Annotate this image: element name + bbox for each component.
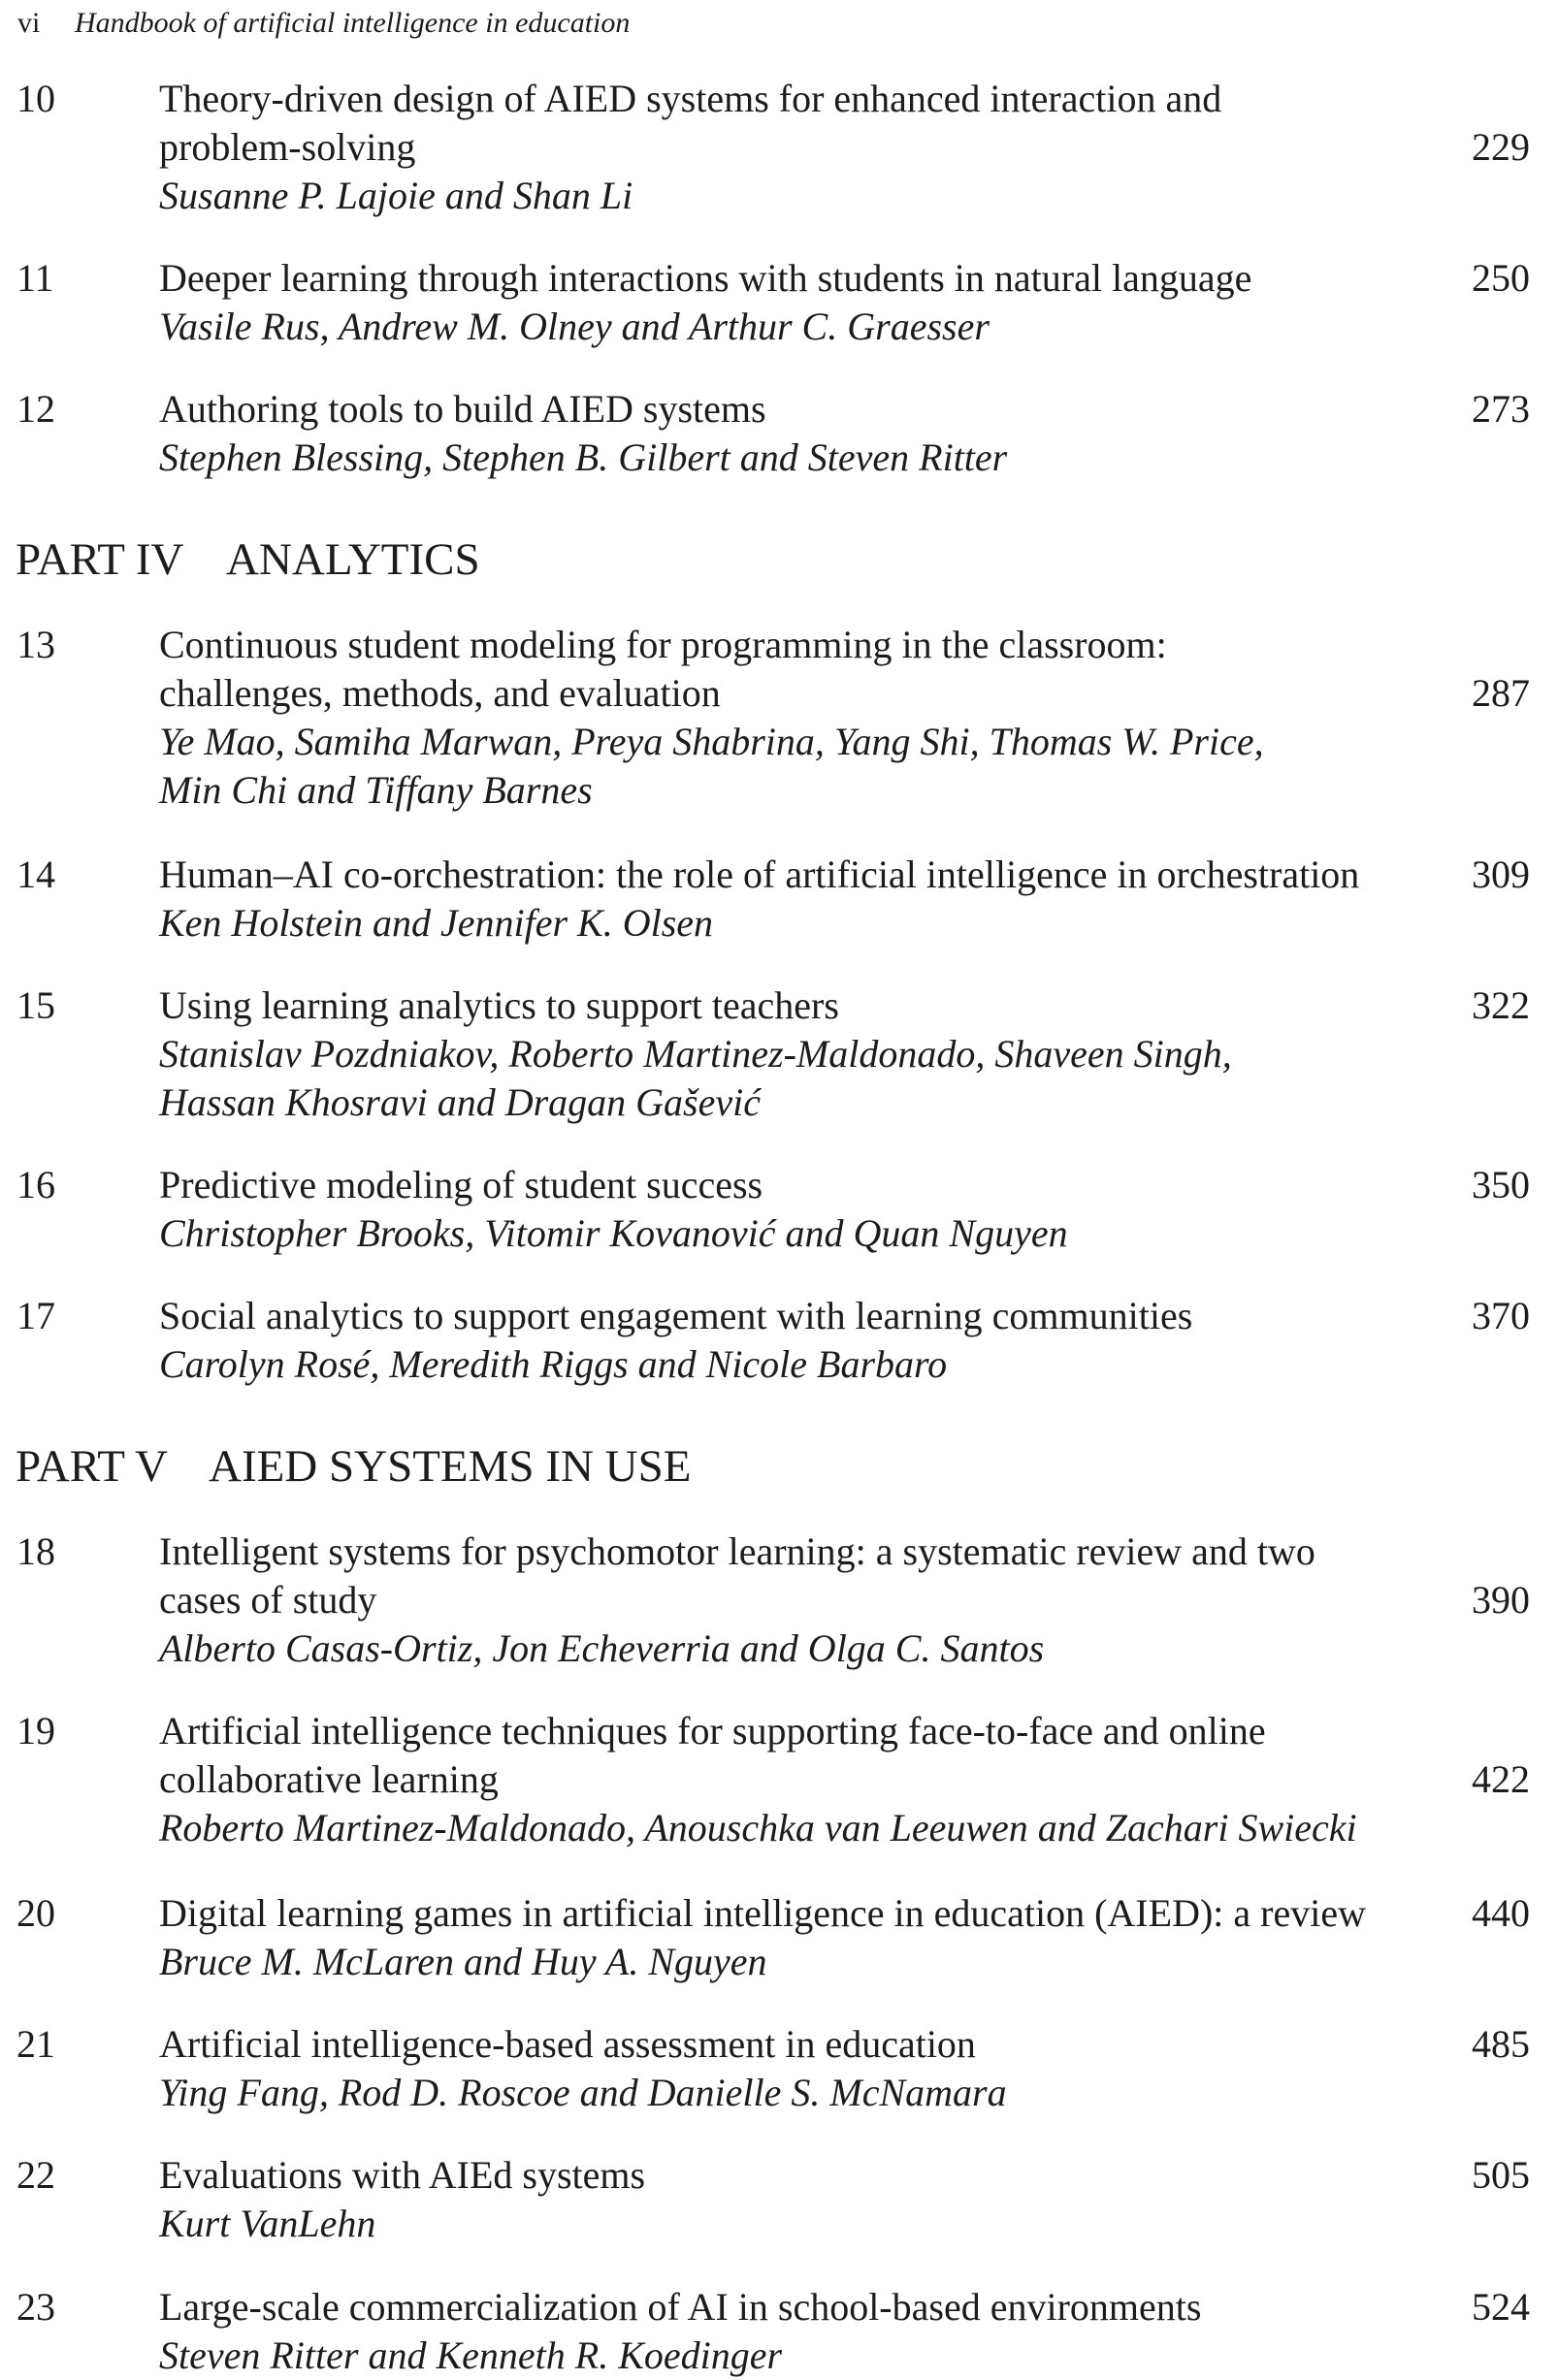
part-heading-v: [16, 1439, 691, 1494]
chapter-number: 23: [16, 2285, 55, 2329]
chapter-page-number[interactable]: 505: [1472, 2153, 1530, 2197]
chapter-page-number[interactable]: 524: [1472, 2285, 1530, 2329]
chapter-authors: Hassan Khosravi and Dragan Gašević: [159, 1080, 761, 1124]
chapter-title[interactable]: collaborative learning: [159, 1757, 499, 1801]
chapter-page-number[interactable]: 390: [1472, 1578, 1530, 1622]
chapter-title[interactable]: Human–AI co-orchestration: the role of artificial intelligence in orchestration: [159, 852, 1360, 896]
chapter-number: 19: [16, 1709, 55, 1753]
chapter-authors: Christopher Brooks, Vitomir Kovanović and Quan Nguyen: [159, 1211, 1068, 1255]
chapter-number: 20: [16, 1891, 55, 1935]
chapter-authors: Stephen Blessing, Stephen B. Gilbert and Steven Ritter: [159, 435, 1008, 479]
chapter-page-number[interactable]: 309: [1472, 852, 1530, 896]
chapter-authors: Ye Mao, Samiha Marwan, Preya Shabrina, Yang Shi, Thomas W. Price,: [159, 720, 1264, 763]
part-label: PART IV: [16, 534, 184, 585]
chapter-number: 15: [16, 983, 55, 1027]
chapter-page-number[interactable]: 273: [1472, 387, 1530, 431]
book-title: Handbook of artificial intelligence in education: [75, 7, 631, 39]
chapter-authors: Susanne P. Lajoie and Shan Li: [159, 174, 633, 217]
chapter-title[interactable]: Digital learning games in artificial intelligence in education (AIED): a review: [159, 1891, 1366, 1935]
chapter-authors: Min Chi and Tiffany Barnes: [159, 768, 593, 812]
chapter-number: 18: [16, 1529, 55, 1573]
chapter-number: 12: [16, 387, 55, 431]
chapter-number: 10: [16, 77, 55, 120]
running-head: [17, 6, 630, 41]
chapter-number: 13: [16, 623, 55, 666]
page-folio: vi: [17, 7, 41, 39]
chapter-number: 22: [16, 2153, 55, 2197]
chapter-title[interactable]: Artificial intelligence techniques for supporting face-to-face and online: [159, 1709, 1266, 1753]
chapter-title[interactable]: Authoring tools to build AIED systems: [159, 387, 766, 431]
chapter-authors: Roberto Martinez-Maldonado, Anouschka van Leeuwen and Zachari Swiecki: [159, 1806, 1357, 1849]
chapter-authors: Carolyn Rosé, Meredith Riggs and Nicole Barbaro: [159, 1342, 948, 1386]
chapter-title[interactable]: Artificial intelligence-based assessment in education: [159, 2022, 976, 2066]
chapter-number: 17: [16, 1294, 55, 1337]
chapter-title[interactable]: cases of study: [159, 1578, 377, 1622]
chapter-title[interactable]: Theory-driven design of AIED systems for enhanced interaction and: [159, 77, 1222, 120]
chapter-page-number[interactable]: 350: [1472, 1163, 1530, 1206]
chapter-number: 11: [16, 256, 54, 300]
part-title: ANALYTICS: [226, 534, 480, 585]
chapter-number: 21: [16, 2022, 55, 2066]
part-label: PART V: [16, 1441, 168, 1492]
chapter-title[interactable]: problem-solving: [159, 125, 416, 169]
chapter-page-number[interactable]: 287: [1472, 671, 1530, 715]
chapter-authors: Ying Fang, Rod D. Roscoe and Danielle S. McNamara: [159, 2071, 1007, 2114]
chapter-title[interactable]: challenges, methods, and evaluation: [159, 671, 721, 715]
chapter-number: 14: [16, 852, 55, 896]
chapter-page-number[interactable]: 485: [1472, 2022, 1530, 2066]
chapter-page-number[interactable]: 250: [1472, 256, 1530, 300]
chapter-title[interactable]: Intelligent systems for psychomotor learning: a systematic review and two: [159, 1529, 1315, 1573]
chapter-page-number[interactable]: 322: [1472, 983, 1530, 1027]
chapter-page-number[interactable]: 229: [1472, 125, 1530, 169]
chapter-title[interactable]: Using learning analytics to support teachers: [159, 983, 839, 1027]
chapter-authors: Kurt VanLehn: [159, 2202, 376, 2245]
chapter-authors: Vasile Rus, Andrew M. Olney and Arthur C. Graesser: [159, 305, 990, 348]
chapter-page-number[interactable]: 370: [1472, 1294, 1530, 1337]
chapter-authors: Alberto Casas-Ortiz, Jon Echeverria and Olga C. Santos: [159, 1626, 1045, 1670]
chapter-title[interactable]: Predictive modeling of student success: [159, 1163, 763, 1206]
chapter-authors: Steven Ritter and Kenneth R. Koedinger: [159, 2333, 783, 2377]
chapter-number: 16: [16, 1163, 55, 1206]
chapter-title[interactable]: Deeper learning through interactions with students in natural language: [159, 256, 1252, 300]
part-heading-iv: [16, 532, 480, 587]
chapter-page-number[interactable]: 422: [1472, 1757, 1530, 1801]
chapter-title[interactable]: Large-scale commercialization of AI in school-based environments: [159, 2285, 1202, 2329]
chapter-title[interactable]: Continuous student modeling for programming in the classroom:: [159, 623, 1167, 666]
chapter-authors: Bruce M. McLaren and Huy A. Nguyen: [159, 1940, 767, 1983]
chapter-page-number[interactable]: 440: [1472, 1891, 1530, 1935]
chapter-title[interactable]: Social analytics to support engagement with learning communities: [159, 1294, 1193, 1337]
chapter-title[interactable]: Evaluations with AIEd systems: [159, 2153, 646, 2197]
chapter-authors: Ken Holstein and Jennifer K. Olsen: [159, 901, 714, 945]
chapter-authors: Stanislav Pozdniakov, Roberto Martinez-Maldonado, Shaveen Singh,: [159, 1032, 1232, 1076]
part-title: AIED SYSTEMS IN USE: [209, 1441, 692, 1492]
